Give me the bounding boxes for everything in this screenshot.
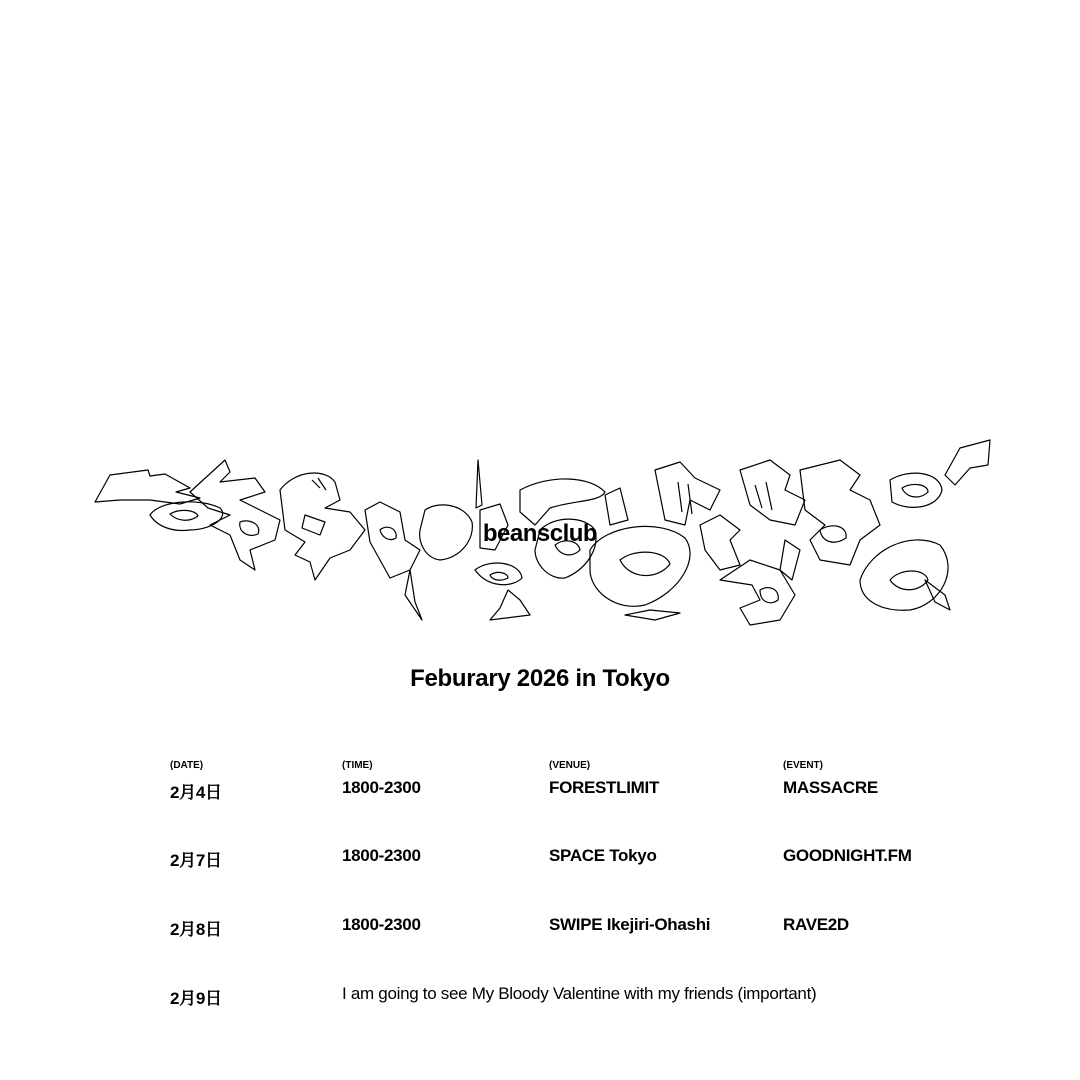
header-event: (EVENT) [783, 760, 823, 771]
row-time: 1800-2300 [342, 915, 421, 934]
row-date: 2月7日 [170, 851, 222, 870]
row-venue: SWIPE Ikejiri-Ohashi [549, 915, 711, 934]
row-note: I am going to see My Bloody Valentine with my friends (important) [342, 984, 817, 1003]
row-date: 2月9日 [170, 989, 222, 1008]
row-date: 2月8日 [170, 920, 222, 939]
row-time: 1800-2300 [342, 778, 421, 797]
row-venue: FORESTLIMIT [549, 778, 660, 797]
row-date: 2月4日 [170, 783, 222, 802]
row-event: RAVE2D [783, 915, 849, 934]
header-venue: (VENUE) [549, 760, 591, 771]
page-subtitle: Feburary 2026 in Tokyo [410, 665, 670, 692]
row-event: MASSACRE [783, 778, 878, 797]
brand-name: beansclub [482, 520, 598, 547]
row-time: 1800-2300 [342, 846, 421, 865]
row-venue: SPACE Tokyo [549, 846, 657, 865]
header-date: (DATE) [170, 760, 204, 771]
header-time: (TIME) [342, 760, 373, 771]
row-event: GOODNIGHT.FM [783, 846, 912, 865]
